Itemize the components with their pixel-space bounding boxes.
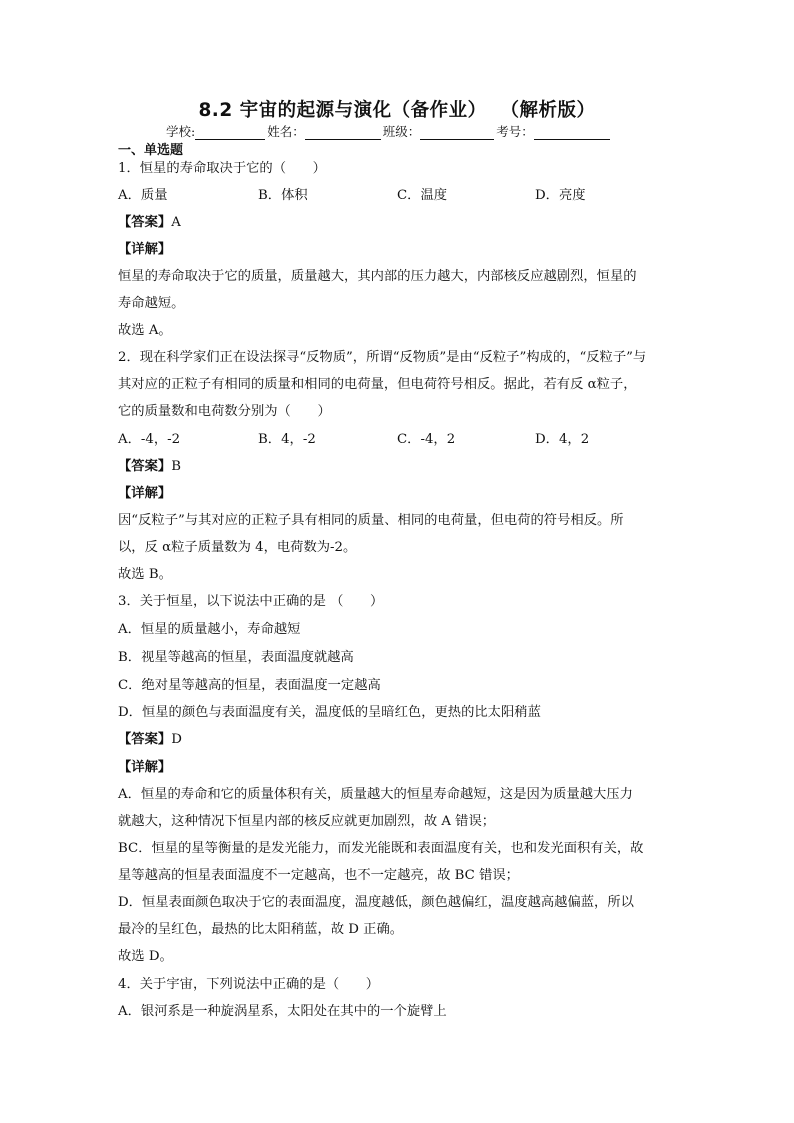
q3-option-b: B．视星等越高的恒星，表面温度就越高 xyxy=(118,650,354,665)
page-title xyxy=(0,96,794,122)
exam-no-blank xyxy=(534,127,610,140)
school-blank xyxy=(195,127,265,140)
q3-detail-line: BC．恒星的星等衡量的是发光能力，而发光能既和表面温度有关，也和发光面积有关，故 xyxy=(118,841,644,856)
q3-detail-line: D．恒星表面颜色取决于它的表面温度，温度越低，颜色越偏红，温度越高越偏蓝，所以 xyxy=(118,895,634,910)
q2-detail-line: 因“反粒子”与其对应的正粒子具有相同的质量、相同的电荷量，但电荷的符号相反。所 xyxy=(118,513,624,528)
q2-conclusion: 故选 B。 xyxy=(118,567,172,582)
class-blank xyxy=(420,127,494,140)
q3-option-c: C．绝对星等越高的恒星，表面温度一定越高 xyxy=(118,678,381,693)
exam-no-label: 考号： xyxy=(496,124,534,139)
q2-stem-line: 它的质量数和电荷数分别为（ ） xyxy=(118,404,331,419)
school-label: 学校: xyxy=(166,124,196,139)
name-label: 姓名： xyxy=(267,124,305,139)
q1-option-b: B．体积 xyxy=(258,188,308,203)
answer-tag: 【答案】 xyxy=(118,732,172,747)
answer-value: A xyxy=(171,215,181,230)
q1-option-c: C．温度 xyxy=(397,188,448,203)
q1-detail-line: 寿命越短。 xyxy=(118,296,185,311)
title-main: 8.2 宇宙的起源与演化（备作业） xyxy=(198,100,487,121)
q1-conclusion: 故选 A。 xyxy=(118,323,172,338)
q2-stem-line: 其对应的正粒子有相同的质量和相同的电荷量，但电荷符号相反。据此，若有反 α粒子， xyxy=(118,377,637,392)
answer-tag: 【答案】 xyxy=(118,215,172,230)
q2-detail-line: 以，反 α粒子质量数为 4，电荷数为-2。 xyxy=(118,540,357,555)
q3-answer xyxy=(118,731,182,749)
class-label: 班级： xyxy=(382,124,421,139)
q1-option-d: D．亮度 xyxy=(535,188,586,203)
q3-option-a: A．恒星的质量越小，寿命越短 xyxy=(118,622,301,637)
q3-conclusion: 故选 D。 xyxy=(118,949,173,964)
student-info-row xyxy=(166,122,612,140)
q2-option-c: C．-4，2 xyxy=(397,432,456,447)
q1-stem: 1．恒星的寿命取决于它的（ ） xyxy=(118,161,326,176)
q2-detail-tag: 【详解】 xyxy=(118,486,172,501)
q1-option-a: A．质量 xyxy=(118,188,168,203)
q3-detail-line: 就越大，这种情况下恒星内部的核反应就更加剧烈，故 A 错误； xyxy=(118,814,496,829)
q3-detail-line: A．恒星的寿命和它的质量体积有关，质量越大的恒星寿命越短，这是因为质量越大压力 xyxy=(118,787,633,802)
q3-detail-line: 最冷的呈红色，最热的比太阳稍蓝，故 D 正确。 xyxy=(118,922,404,937)
name-blank xyxy=(305,127,381,140)
answer-value: B xyxy=(171,459,181,474)
q3-option-d: D．恒星的颜色与表面温度有关，温度低的呈暗红色，更热的比太阳稍蓝 xyxy=(118,705,541,720)
q4-stem: 4．关于宇宙，下列说法中正确的是（ ） xyxy=(118,977,380,992)
q2-option-a: A．-4，-2 xyxy=(118,432,181,447)
q2-option-b: B．4，-2 xyxy=(258,432,316,447)
answer-tag: 【答案】 xyxy=(118,459,172,474)
q1-detail-tag: 【详解】 xyxy=(118,242,172,257)
q4-option-a: A．银河系是一种旋涡星系，太阳处在其中的一个旋臂上 xyxy=(118,1004,447,1019)
q1-detail-line: 恒星的寿命取决于它的质量，质量越大，其内部的压力越大，内部核反应越剧烈，恒星的 xyxy=(118,269,637,284)
q3-detail-line: 星等越高的恒星表面温度不一定越高，也不一定越亮，故 BC 错误； xyxy=(118,868,519,883)
q2-stem-line: 2．现在科学家们正在设法探寻“反物质”，所谓“反物质”是由“反粒子”构成的，“反粒子”与 xyxy=(118,350,647,365)
section-heading: 一、单选题 xyxy=(118,143,184,158)
q3-stem: 3．关于恒星，以下说法中正确的是 （ ） xyxy=(118,594,384,609)
q1-answer xyxy=(118,214,181,232)
q3-detail-tag: 【详解】 xyxy=(118,760,172,775)
q2-answer xyxy=(118,458,181,476)
q2-option-d: D．4，2 xyxy=(535,432,590,447)
title-suffix: （解析版） xyxy=(500,100,596,121)
answer-value: D xyxy=(171,732,182,747)
